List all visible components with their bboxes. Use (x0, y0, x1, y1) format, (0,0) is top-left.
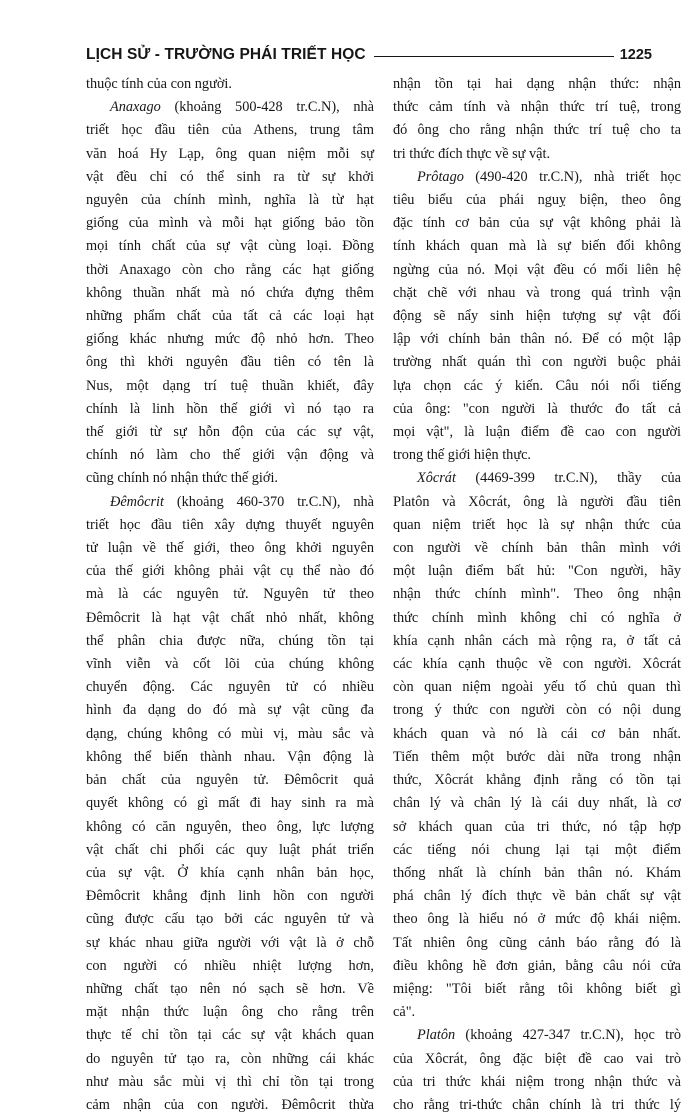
text-line (393, 862, 681, 885)
line-text: mọi tính chất của sự vật cùng loại. Đồng (86, 238, 374, 255)
line-text: các khía cạnh thuộc về con người. Xôcrát (393, 656, 681, 673)
line-text: Đêmôcrit là hạt vật chất nhỏ nhất, không (86, 609, 374, 626)
text-line (86, 908, 374, 931)
line-text: thuộc tính của con người. (86, 76, 232, 92)
line-text: quyết không có gì mất đi hay sinh ra mà (86, 795, 374, 812)
text-line (393, 1001, 681, 1024)
line-text: chuyển động. Các nguyên tử có nhiều (86, 679, 374, 696)
line-text: thức chính mình không chỉ có nghĩa ở (393, 609, 681, 626)
text-line (393, 96, 681, 119)
text-line (86, 583, 374, 606)
text-line (86, 398, 374, 421)
text-line (86, 305, 374, 328)
text-line (86, 769, 374, 792)
line-text: của tri thức khái niệm trong nhận thức và (393, 1073, 681, 1090)
text-line (393, 1024, 681, 1047)
philosopher-name: Platôn (417, 1027, 456, 1044)
text-line (86, 514, 374, 537)
text-line (86, 839, 374, 862)
text-line (86, 1001, 374, 1024)
text-line (86, 699, 374, 722)
chapter-title: LỊCH SỬ - TRƯỜNG PHÁI TRIẾT HỌC (86, 46, 366, 63)
text-line (86, 143, 374, 166)
text-line (86, 351, 374, 374)
text-line (86, 978, 374, 1001)
line-text: sự khác nhau giữa người với vật là ở chỗ (86, 934, 374, 951)
line-text: (khoảng 460-370 tr.C.N), nhà (164, 493, 374, 510)
line-text: các tiếng nói chung lại tại một điểm (393, 841, 681, 858)
text-line (393, 932, 681, 955)
line-text: cho rằng tri-thức chân chính là tri thức lý (393, 1096, 681, 1113)
text-line (86, 166, 374, 189)
line-text: vật đều chỉ có thể sinh ra từ sự khởi (86, 168, 374, 185)
philosopher-name: Prôtago (417, 168, 464, 185)
line-text: của ông: "con người là thước đo tất cả (393, 400, 681, 417)
line-text: động sẽ nẩy sinh hiện tượng sự vật đối (393, 308, 681, 325)
line-text: đặc tính cơ bản của sự vật không phải là (393, 215, 681, 232)
text-line (393, 908, 681, 931)
text-line (86, 955, 374, 978)
line-text: không có căn nguyên, theo ông, lực lượng (86, 818, 374, 835)
line-text: thức cảm tính và nhận thức trí tuệ, trong (393, 99, 681, 116)
line-text: vĩnh viễn và cốt lõi của chúng không (86, 656, 374, 673)
line-text: Tất nhiên ông cũng cảnh báo rằng đó là (393, 934, 681, 951)
text-line (86, 630, 374, 653)
line-text: chính nó làm cho thế giới vận động và (86, 447, 374, 464)
text-line (393, 305, 681, 328)
line-text: Tiến thêm một bước dài nữa trong nhận (393, 748, 681, 765)
text-line (86, 73, 374, 96)
line-text: mà là các nguyên tử. Nguyên tử theo (86, 586, 374, 603)
line-text: giống của mình và mỗi hạt giống bảo tồn (86, 215, 374, 232)
text-line (393, 398, 681, 421)
text-line (86, 1024, 374, 1047)
text-line (86, 560, 374, 583)
text-line (86, 189, 374, 212)
line-text: đó ông cho rằng nhận thức trí tuệ cho ta (393, 122, 681, 139)
text-line (86, 746, 374, 769)
line-text: Platôn và Xôcrát, ông là người đầu tiên (393, 493, 681, 510)
text-line (86, 282, 374, 305)
line-text: (khoảng 427-347 tr.C.N), học trò (455, 1027, 681, 1044)
line-text: thống nhất là chính bản thân nó. Khám (393, 864, 681, 881)
line-text: cũng chính nó nhận thức thế giới. (86, 470, 278, 487)
line-text: giống khác nhưng mức độ nhỏ hơn. Theo (86, 331, 374, 348)
line-text: không thể biến thành nhau. Vận động là (86, 748, 374, 765)
line-text: con người có nhiều nhiệt lượng hơn, (86, 957, 374, 974)
text-line (393, 630, 681, 653)
line-text: (4469-399 tr.C.N), thầy của (455, 470, 681, 487)
text-line (86, 676, 374, 699)
text-line (86, 212, 374, 235)
text-line (86, 1071, 374, 1094)
line-text: Nus, một dạng trí tuệ thuần khiết, đây (86, 377, 374, 394)
text-line (393, 143, 681, 166)
line-text: quan niệm triết học là sự nhận thức của (393, 516, 681, 533)
line-text: chặt chẽ với nhau và trong quá trình vận (393, 284, 681, 301)
text-line (86, 444, 374, 467)
text-line (393, 212, 681, 235)
line-text: lập với chính bản thân nó. Để có một lập (393, 331, 681, 348)
line-text: vật chất chi phối các quy luật phát triển (86, 841, 374, 858)
text-line (393, 189, 681, 212)
text-line (86, 932, 374, 955)
line-text: ngừng của nó. Mọi vật đều có mối liên hệ (393, 261, 681, 278)
line-text: do nguyên tử tạo ra, còn những cái khác (86, 1050, 374, 1067)
text-line (86, 235, 374, 258)
text-line (86, 491, 374, 514)
line-text: thể phân chia được nữa, chúng tồn tại (86, 632, 374, 649)
line-text: những phẩm chất của tất cả các loại hạt (86, 308, 374, 325)
line-text: cảm nhận của con người. Đêmôcrit thừa (86, 1096, 374, 1113)
text-line (86, 375, 374, 398)
line-text: tính khách quan mà là sự biến đổi không (393, 238, 681, 255)
line-text: không thuần nhất mà nó chứa đựng thêm (86, 284, 374, 301)
header-rule (374, 56, 614, 57)
text-line (393, 699, 681, 722)
text-line (393, 583, 681, 606)
line-text: miệng: "Tôi biết rằng tôi không biết gì (393, 980, 681, 997)
text-line (393, 421, 681, 444)
line-text: cũng được cấu tạo bởi các nguyên tử và (86, 911, 374, 928)
text-line (393, 885, 681, 908)
line-text: thực tế chỉ tồn tại các sự vật khách quan (86, 1027, 374, 1044)
text-line (86, 467, 374, 490)
line-text: theo ông là hiểu nó ở mức độ khái niệm. (393, 911, 681, 928)
line-text: những chất tạo nên nó sạch sẽ hơn. Về (86, 980, 374, 997)
text-line (86, 607, 374, 630)
text-line (86, 723, 374, 746)
line-text: một luận điểm bất hủ: "Con người, hãy (393, 563, 681, 580)
line-text: tử luận về thế giới, theo ông khởi nguyên (86, 540, 374, 557)
text-line (393, 259, 681, 282)
line-text: Đêmôcrit khẳng định linh hồn con người (86, 888, 374, 905)
line-text: của Xôcrát, ông đặc biệt đề cao vai trò (393, 1050, 681, 1067)
text-line (86, 1048, 374, 1071)
philosopher-name: Xôcrát (417, 470, 456, 487)
line-text: tri thức đích thực về sự vật. (393, 145, 551, 162)
line-text: nguyên của chính mình, nghĩa là từ hạt (86, 192, 374, 209)
page-number: 1225 (619, 47, 652, 63)
text-line (393, 653, 681, 676)
text-line (393, 792, 681, 815)
text-line (393, 119, 681, 142)
text-line (393, 955, 681, 978)
text-line (393, 676, 681, 699)
text-line (393, 444, 681, 467)
line-text: ông thì khởi nguyên đầu tiên có tên là (86, 354, 374, 371)
line-text: thời Anaxago còn cho rằng các hạt giống (86, 261, 374, 278)
line-text: khía cạnh nhân cách mà rộng ra, ở tất cả (393, 632, 681, 649)
line-text: hình đa dạng do đó mà sự vật cũng đa (86, 702, 374, 719)
line-text: khách quan và nó là cái cơ bản nhất. (393, 725, 681, 742)
left-column (86, 73, 374, 1117)
text-line (86, 421, 374, 444)
text-line (86, 1094, 374, 1117)
line-text: trường nhất quán thì con người buộc phải (393, 354, 681, 371)
line-text: mặt nhận thức luận ông cho rằng trên (86, 1004, 374, 1021)
text-line (393, 1071, 681, 1094)
line-text: lựa chọn các ý kiến. Câu nói nổi tiếng (393, 377, 681, 394)
line-text: thế giới từ sự hỗn độn của các sự vật, (86, 424, 374, 441)
text-line (393, 467, 681, 490)
text-line (393, 351, 681, 374)
line-text: phá chân lý đích thực về bản chất sự vật (393, 888, 681, 905)
text-line (86, 328, 374, 351)
text-line (393, 328, 681, 351)
philosopher-name: Anaxago (110, 99, 161, 116)
text-line (393, 769, 681, 792)
line-text: con người về chính bản thân mình với (393, 540, 681, 557)
text-line (393, 375, 681, 398)
text-line (393, 514, 681, 537)
line-text: điều không hề đơn giản, bằng câu nói cửa (393, 957, 681, 974)
text-line (86, 885, 374, 908)
line-text: cả". (393, 1004, 416, 1021)
text-line (393, 1094, 681, 1117)
line-text: chân lý và chân lý là cái duy nhất, là cơ (393, 795, 681, 812)
line-text: trong thế giới hiện thực. (393, 447, 531, 464)
line-text: triết học đầu tiên xây dựng thuyết nguyên (86, 516, 374, 533)
text-line (393, 746, 681, 769)
text-line (393, 1048, 681, 1071)
line-text: của thế giới không phải vật cụ thể nào đó (86, 563, 374, 580)
line-text: văn hoá Hy Lạp, ông quan niệm mỗi sự (86, 145, 374, 162)
text-line (393, 607, 681, 630)
text-line (393, 723, 681, 746)
line-text: như màu sắc mùi vị thì chỉ tồn tại trong (86, 1073, 374, 1090)
line-text: (490-420 tr.C.N), nhà triết học (463, 168, 681, 185)
text-line (393, 839, 681, 862)
text-line (393, 166, 681, 189)
text-line (393, 816, 681, 839)
text-line (393, 491, 681, 514)
line-text: nhận thức chính mình". Theo ông nhận (393, 586, 681, 603)
line-text: triết học đầu tiên của Athens, trung tâm (86, 122, 374, 139)
text-line (86, 537, 374, 560)
text-line (86, 862, 374, 885)
line-text: nhận tồn tại hai dạng nhận thức: nhận (393, 76, 681, 92)
text-line (86, 259, 374, 282)
text-line (86, 792, 374, 815)
text-line (86, 816, 374, 839)
right-column (393, 73, 681, 1117)
line-text: sở khách quan của tri thức, nó tập hợp (393, 818, 681, 835)
text-line (393, 537, 681, 560)
text-line (393, 73, 681, 96)
text-line (393, 282, 681, 305)
line-text: trong ý thức con người còn có nội dung (393, 702, 681, 719)
line-text: thức, Xôcrát khẳng định rằng có tồn tại (393, 772, 681, 789)
text-line (393, 560, 681, 583)
running-header (86, 45, 652, 65)
text-line (393, 235, 681, 258)
line-text: của sự vật. Ở khía cạnh nhân bản học, (86, 864, 374, 881)
line-text: tiêu biểu của phái nguỵ biện, theo ông (393, 192, 681, 209)
line-text: mọi vật", là luận điểm đề cao con người (393, 424, 681, 441)
philosopher-name: Đêmôcrit (110, 493, 164, 510)
line-text: còn quan niệm ngoài yếu tố chủ quan thì (393, 679, 681, 696)
line-text: chính là linh hồn thế giới vì nó tạo ra (86, 400, 374, 417)
line-text: bản chất của nguyên tử. Đêmôcrit quả (86, 772, 374, 789)
line-text: (khoảng 500-428 tr.C.N), nhà (160, 99, 374, 116)
text-line (86, 96, 374, 119)
text-line (86, 119, 374, 142)
line-text: dạng, chúng không có mùi vị, màu sắc và (86, 725, 374, 742)
text-line (393, 978, 681, 1001)
text-line (86, 653, 374, 676)
